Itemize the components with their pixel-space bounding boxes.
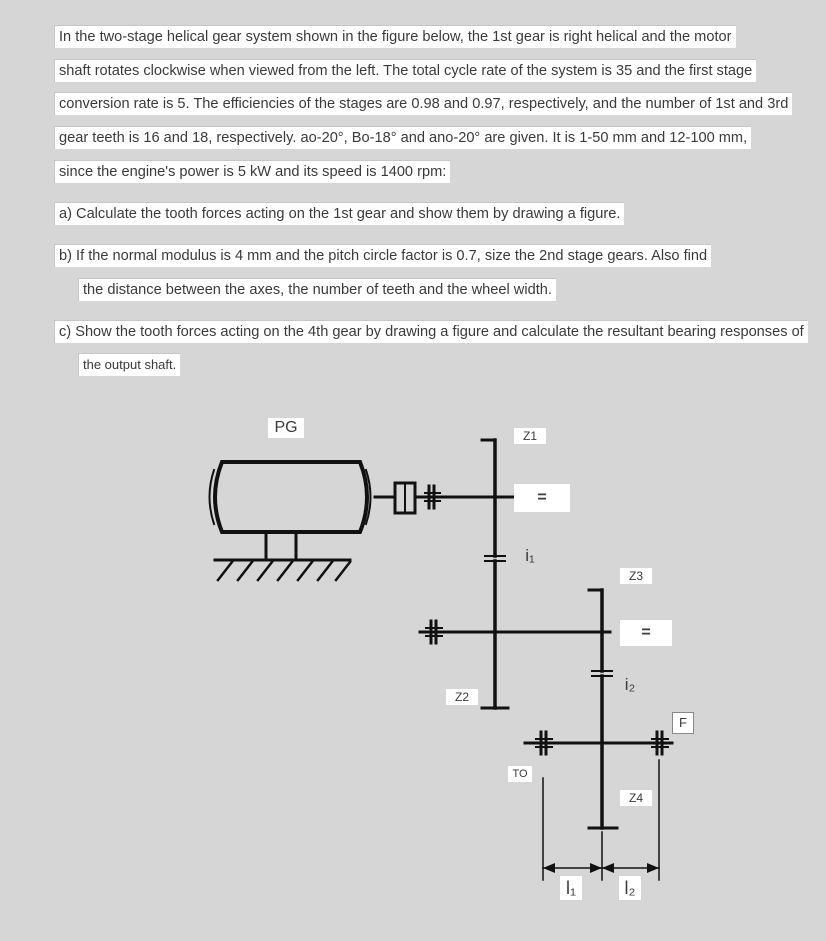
dimension-l1-label: l₁: [560, 876, 582, 900]
dimension-l2-label: l₂: [619, 876, 641, 900]
ratio-2-label: i₂: [624, 675, 636, 694]
gear-z1-label: Z1: [514, 428, 546, 444]
part-c-line-1: c) Show the tooth forces acting on the 4th gear by drawing a figure and calculate the resultant bearing responses of: [54, 320, 808, 343]
motor-body: [215, 462, 367, 532]
intro-line-3: conversion rate is 5. The efficiencies of the stages are 0.98 and 0.97, respectively, and the number of 1st and 3rd: [54, 92, 792, 115]
stage-2-equal-sign: =: [620, 620, 672, 646]
force-label: F: [672, 712, 694, 734]
part-b-line-1: b) If the normal modulus is 4 mm and the pitch circle factor is 0.7, size the 2nd stage gears. Also find: [54, 244, 711, 267]
intro-line-2: shaft rotates clockwise when viewed from the left. The total cycle rate of the system is 35 and the first stage: [54, 59, 756, 82]
ratio-1-label: i₁: [525, 546, 535, 565]
gear-z2-label: Z2: [446, 689, 478, 705]
intro-line-1: In the two-stage helical gear system shown in the figure below, the 1st gear is right helical and the motor: [54, 25, 736, 48]
part-c-line-2: the output shaft.: [78, 353, 180, 376]
stage-1-equal-sign: =: [514, 484, 570, 512]
part-a: a) Calculate the tooth forces acting on the 1st gear and show them by drawing a figure.: [54, 202, 624, 225]
gear-z4-label: Z4: [620, 790, 652, 806]
intro-line-4: gear teeth is 16 and 18, respectively. ao-20°, Bo-18° and ano-20° are given. It is 1-50 mm and 12-100 mm,: [54, 126, 751, 149]
gear-z3-label: Z3: [620, 568, 652, 584]
intro-line-5: since the engine's power is 5 kW and its speed is 1400 rpm:: [54, 160, 450, 183]
motor-label: PG: [268, 418, 304, 438]
output-label: TO: [508, 766, 532, 782]
part-b-line-2: the distance between the axes, the number of teeth and the wheel width.: [78, 278, 556, 301]
